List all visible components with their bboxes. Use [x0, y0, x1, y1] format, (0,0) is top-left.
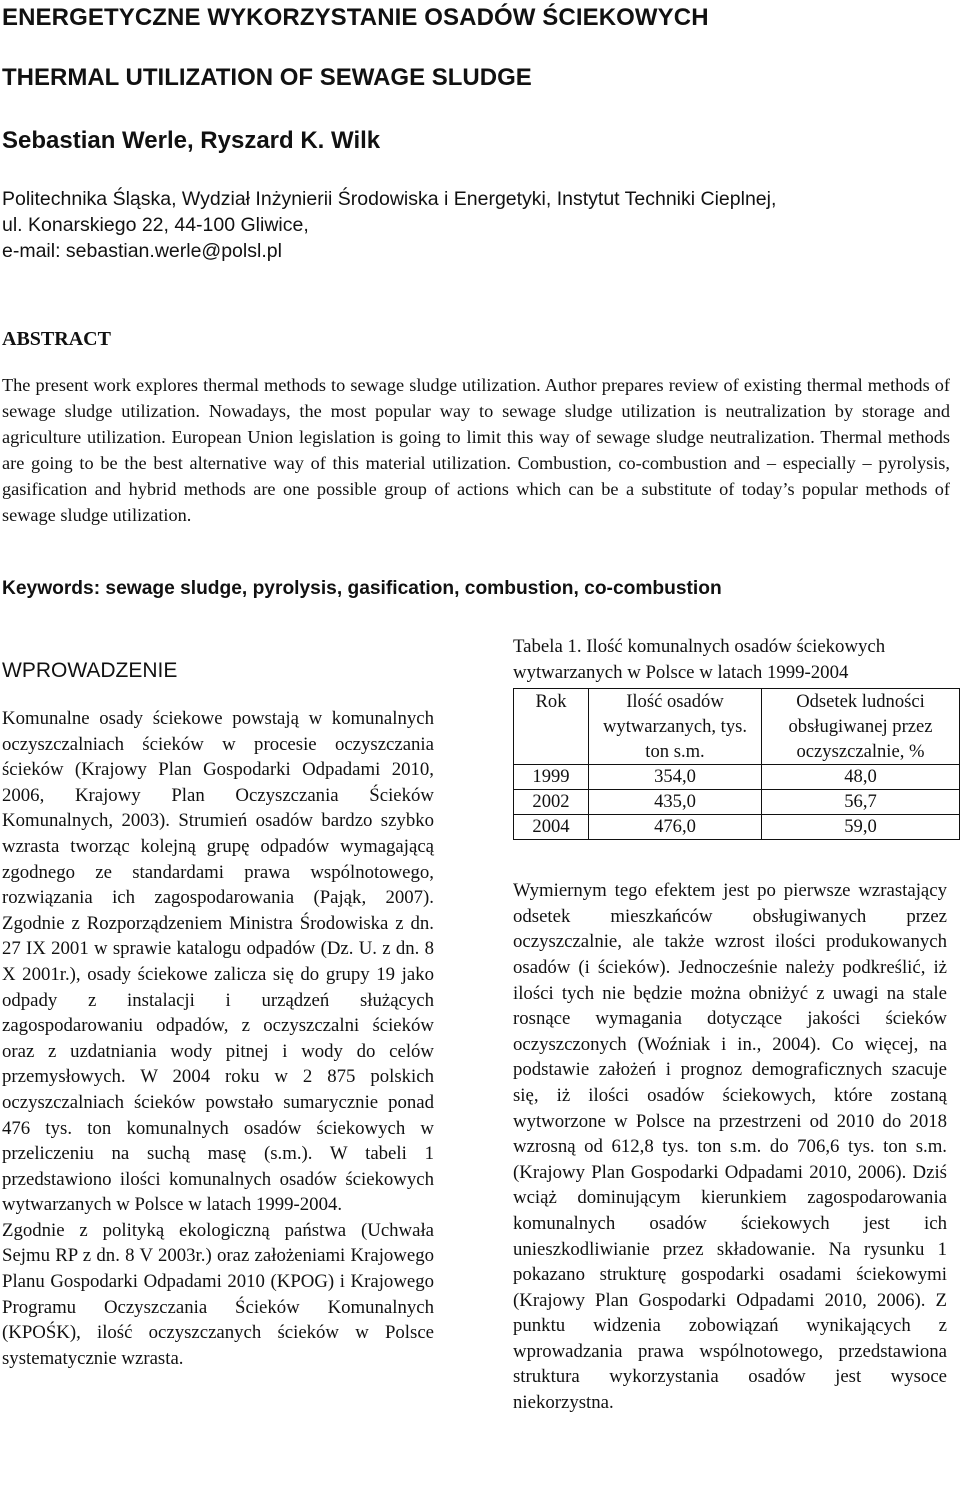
table-caption: Tabela 1. Ilość komunalnych osadów ściekowych wytwarzanych w Polsce w latach 1999-2004: [513, 636, 886, 683]
left-column: [2, 659, 434, 1371]
table-cell: 59,0: [762, 815, 960, 840]
affiliation-email: e-mail: sebastian.werle@polsl.pl: [2, 240, 282, 262]
table-cell: 476,0: [589, 815, 762, 840]
right-column: [513, 634, 947, 1416]
header-sludge-amount: Ilość osadów wytwarzanych, tys. ton s.m.: [589, 689, 762, 765]
intro-paragraph-2: Zgodnie z polityką ekologiczną państwa (Uchwała Sejmu RP z dn. 8 V 2003r.) oraz założeniami Krajowego Planu Gospodarki Odpadami 2010 (KPOG) i Krajowego Programu Oczyszczania Ścieków Komunalnych (KPOŚK), ilość oczyszczanych ścieków w Polsce systematycznie wzrasta.: [2, 1219, 434, 1369]
right-paragraph: Wymiernym tego efektem jest po pierwsze wzrastający odsetek mieszkańców obsługiwanych przez oczyszczalnie, ale także wzrost ilości produkowanych osadów (i ścieków). Jednocześnie należy podkreślić, iż ilości tych nie będzie można obniżyć z uwagi na stale rosnące wymagania dotyczące jakości ścieków oczyszczonych (Woźniak i in., 2004). Co więcej, na podstawie założeń i prognoz demograficznych szacuje się, iż ilości osadów ściekowych, które zostaną wytworzone w Polsce na przestrzeni od 2010 do 2018 wzrosną od 612,8 tys. ton s.m. do 706,6 tys. ton s.m. (Krajowy Plan Gospodarki Odpadami 2010, 2006). Dziś wciąż dominującym kierunkiem zagospodarowania komunalnych osadów ściekowych jest ich unieszkodliwianie przez składowanie. Na rysunku 1 pokazano strukturę gospodarki osadami ściekowymi (Krajowy Plan Gospodarki Odpadami 2010, 2006). Z punktu widzenia zobowiązań wynikających z wprowadzania prawa wspólnotowego, przedstawiona struktura wykorzystania osadów jest wysoce niekorzystna.: [513, 880, 947, 1414]
table-cell: 354,0: [589, 765, 762, 790]
abstract-heading: ABSTRACT: [2, 328, 111, 350]
header-population-share: Odsetek ludności obsługiwanej przez oczyszczalnie, %: [762, 689, 960, 765]
title-english: THERMAL UTILIZATION OF SEWAGE SLUDGE: [2, 64, 532, 91]
keywords: Keywords: sewage sludge, pyrolysis, gasification, combustion, co-combustion: [2, 578, 722, 599]
table-cell: 48,0: [762, 765, 960, 790]
table-cell: 435,0: [589, 790, 762, 815]
intro-heading: WPROWADZENIE: [2, 659, 178, 682]
table-row: [514, 790, 960, 815]
table-cell: 56,7: [762, 790, 960, 815]
table-cell: 1999: [514, 765, 589, 790]
table-row: [514, 765, 960, 790]
table-cell: 2002: [514, 790, 589, 815]
sludge-table: [513, 688, 960, 840]
table-header-row: [514, 689, 960, 765]
title-polish: ENERGETYCZNE WYKORZYSTANIE OSADÓW ŚCIEKOWYCH: [2, 4, 709, 31]
affiliation-institution: Politechnika Śląska, Wydział Inżynierii Środowiska i Energetyki, Instytut Techniki Cieplnej,: [2, 188, 777, 210]
header-year: Rok: [514, 689, 589, 765]
table-cell: 2004: [514, 815, 589, 840]
affiliation-address: ul. Konarskiego 22, 44-100 Gliwice,: [2, 214, 309, 236]
authors: Sebastian Werle, Ryszard K. Wilk: [2, 127, 381, 154]
intro-paragraph-1: Komunalne osady ściekowe powstają w komunalnych oczyszczalniach ścieków w procesie oczyszczania ścieków (Krajowy Plan Gospodarki Odpadami 2010, 2006, Krajowy Plan Oczyszczania Ścieków Komunalnych, 2003). Strumień osadów bardzo szybko wzrasta tworząc kolejną grupę odpadów wymagającą zgodnego ze standardami prawa wspólnotowego, rozwiązania ich zagospodarowania (Pająk, 2007). Zgodnie z Rozporządzeniem Ministra Środowiska z dn. 27 IX 2001 w sprawie katalogu odpadów (Dz. U. z dn. 8 X 2001r.), osady ściekowe zalicza się do grupy 19 jako odpady z instalacji i urządzeń służących zagospodarowaniu odpadów, z oczyszczalni ścieków oraz z uzdatniania wody pitnej i wody do celów przemysłowych. W 2004 roku w 2 875 polskich oczyszczalniach ścieków powstało sumarycznie ponad 476 tys. ton komunalnych osadów ściekowych w przeliczeniu na suchą masę (s.m.). W tabeli 1 przedstawiono ilości komunalnych osadów ściekowych wytwarzanych w Polsce w latach 1999-2004.: [2, 708, 434, 1216]
table-row: [514, 815, 960, 840]
abstract-body: The present work explores thermal methods to sewage sludge utilization. Author prepares review of existing thermal methods of sewage sludge utilization. Nowadays, the most popular way to sewage sludge utilization is neutralization by storage and agriculture utilization. European Union legislation is going to limit this way of sewage sludge neutralization. Thermal methods are going to be the best alternative way of this material utilization. Combustion, co-combustion and – especially – pyrolysis, gasification and hybrid methods are one possible group of actions which can be a substitute of today’s popular methods of sewage sludge utilization.: [2, 375, 950, 525]
affiliation: [2, 186, 960, 264]
